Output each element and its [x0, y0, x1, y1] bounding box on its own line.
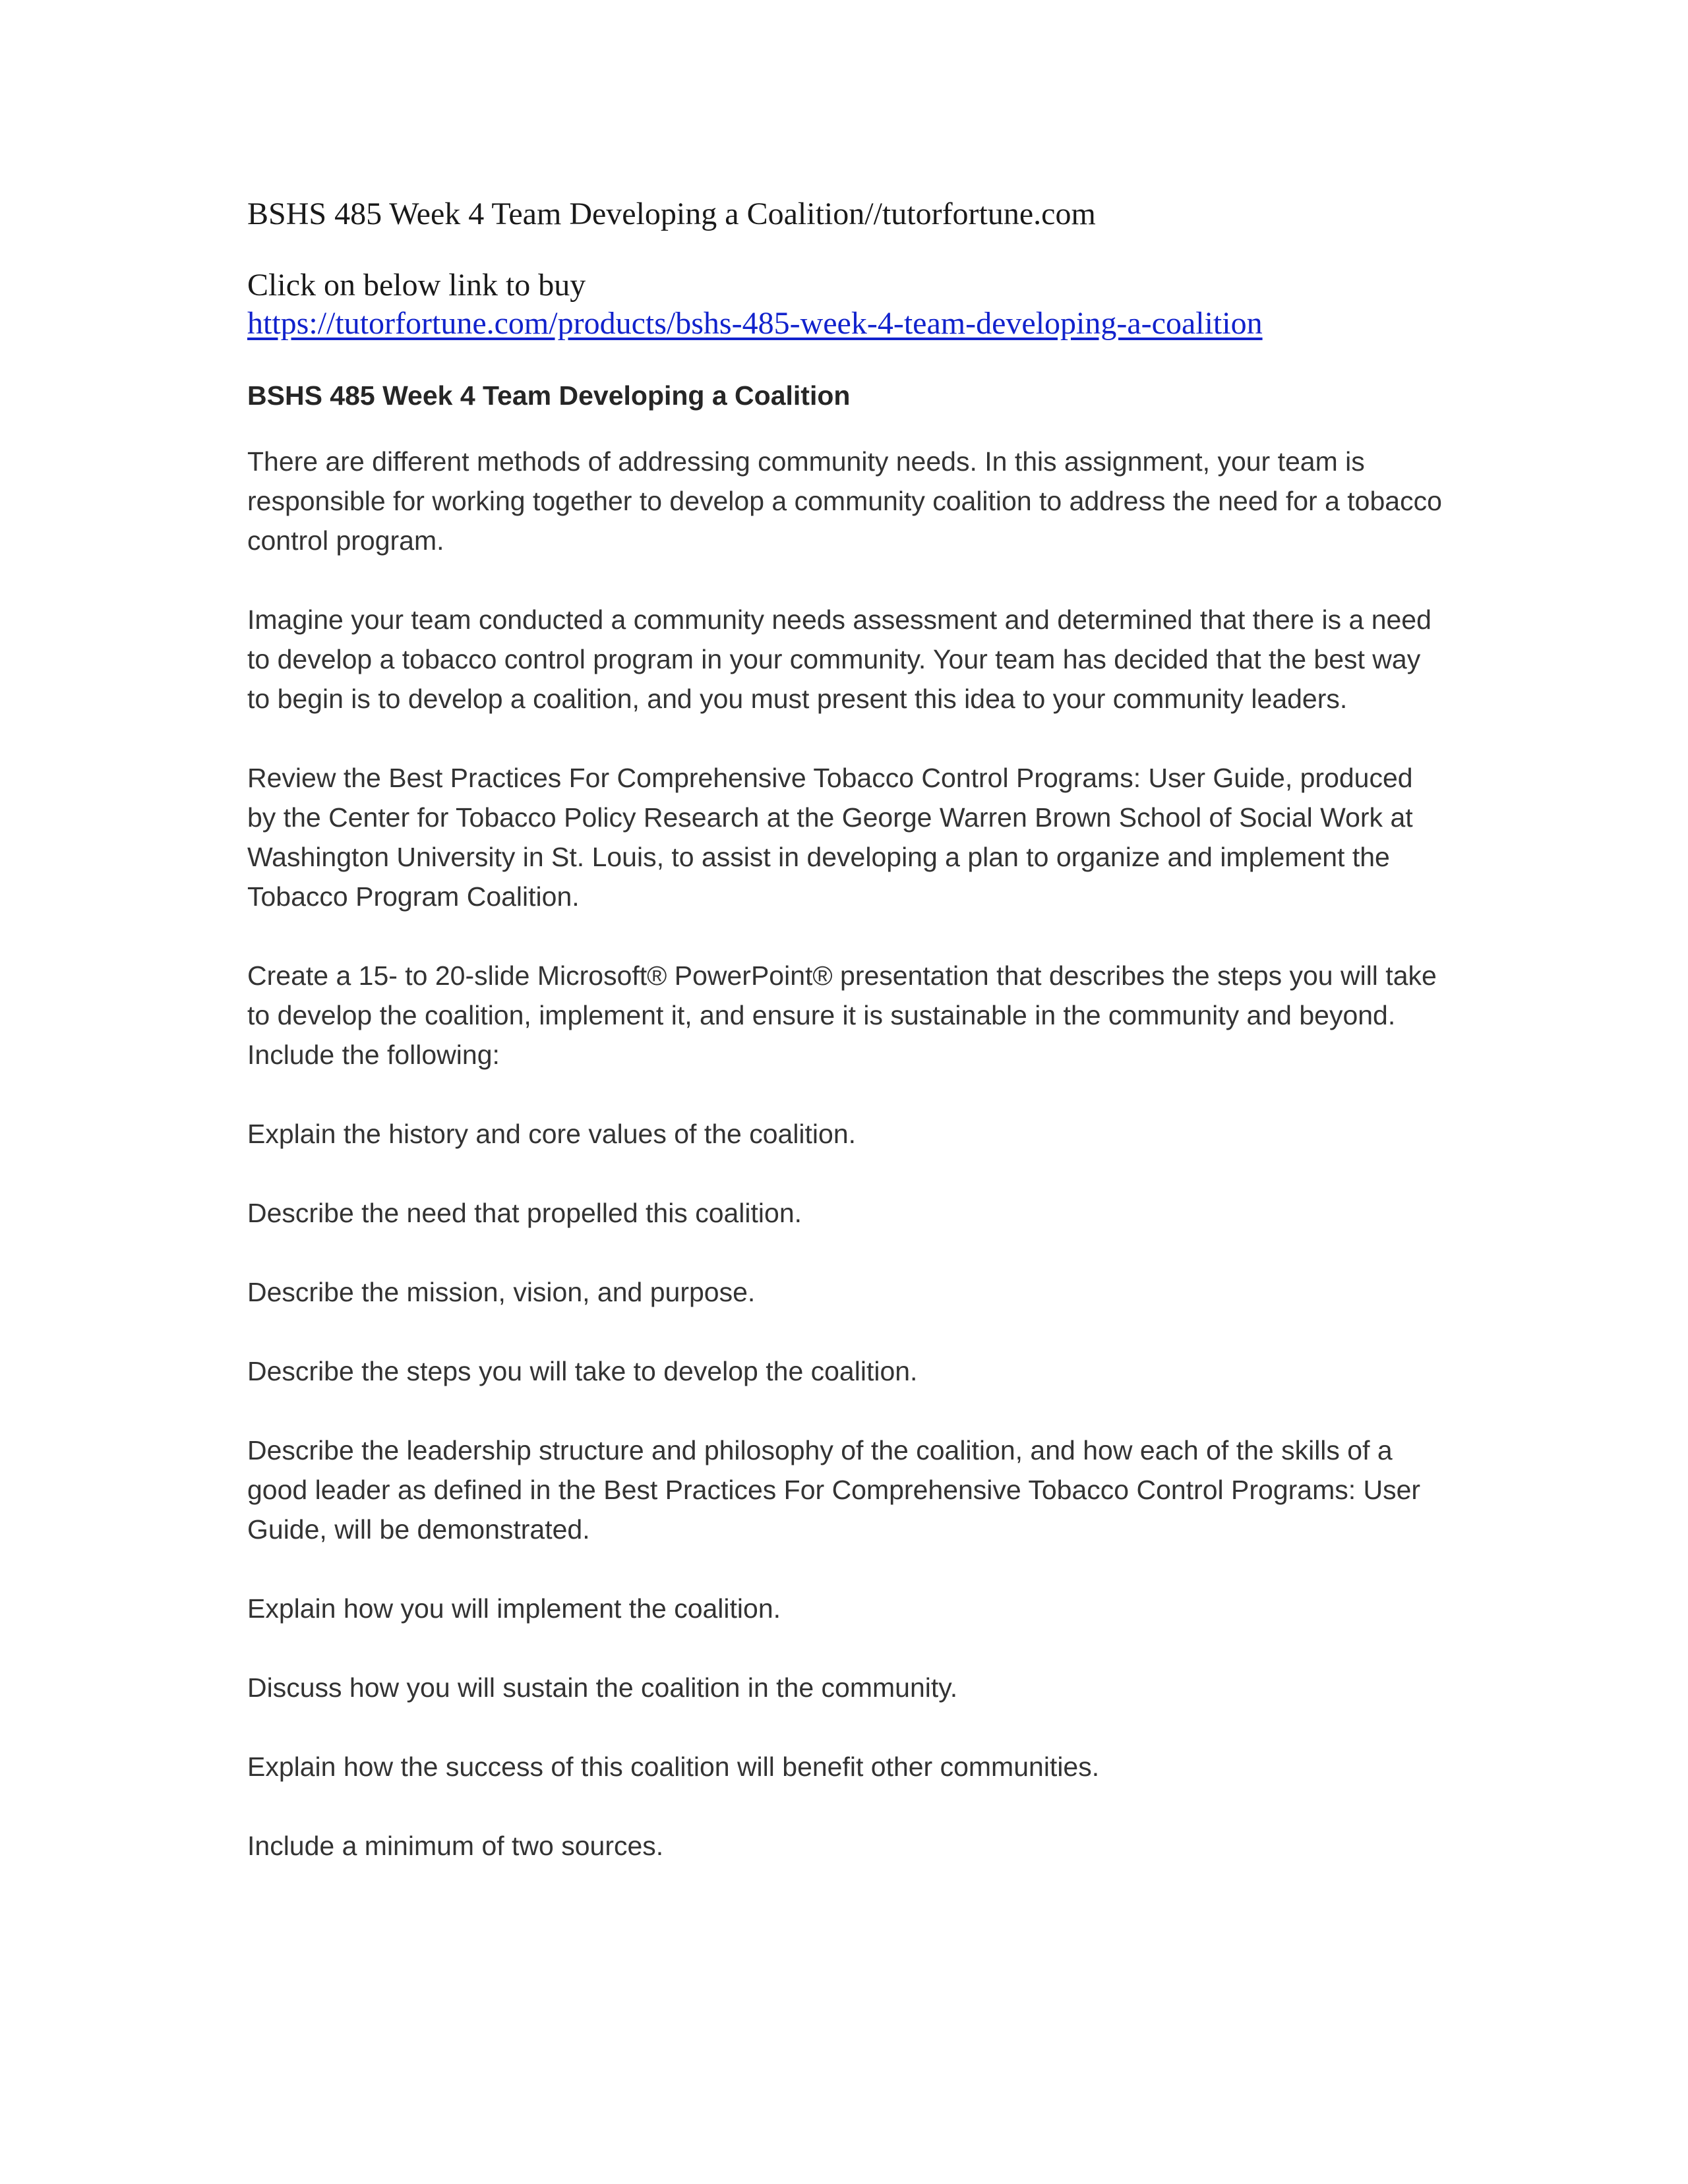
requirement-mission: Describe the mission, vision, and purpose.	[247, 1277, 756, 1307]
requirement-benefit: Explain how the success of this coalition will benefit other communities.	[247, 1752, 1100, 1782]
buy-prompt: Click on below link to buy	[247, 268, 586, 303]
requirement-implement: Explain how you will implement the coalition.	[247, 1593, 781, 1624]
page-title: BSHS 485 Week 4 Team Developing a Coalition//tutorfortune.com	[247, 196, 1096, 231]
requirement-need: Describe the need that propelled this coalition.	[247, 1198, 802, 1228]
document-page	[247, 195, 1447, 1866]
document-heading: BSHS 485 Week 4 Team Developing a Coalition	[247, 380, 851, 411]
document-body	[247, 442, 1447, 1866]
paragraph-review: Review the Best Practices For Comprehensive Tobacco Control Programs: User Guide, produced by the Center for Tobacco Policy Research at the George Warren Brown School of Social Work at Washington University in St. Louis, to assist in developing a plan to organize and implement the Tobacco Program Coalition.	[247, 763, 1413, 912]
requirement-history: Explain the history and core values of the coalition.	[247, 1119, 857, 1149]
paragraph-intro: There are different methods of addressing community needs. In this assignment, your team is responsible for working together to develop a community coalition to address the need for a tobacco control program.	[247, 446, 1442, 556]
paragraph-imagine: Imagine your team conducted a community needs assessment and determined that there is a need to develop a tobacco control program in your community. Your team has decided that the best way to begin is to develop a coalition, and you must present this idea to your community leaders.	[247, 605, 1432, 714]
requirement-steps: Describe the steps you will take to develop the coalition.	[247, 1356, 918, 1386]
paragraph-create: Create a 15- to 20-slide Microsoft® PowerPoint® presentation that describes the steps you will take to develop the coalition, implement it, and ensure it is sustainable in the community and beyond. Include the following:	[247, 960, 1437, 1070]
buy-link[interactable]: https://tutorfortune.com/products/bshs-485-week-4-team-developing-a-coalition	[247, 306, 1263, 341]
requirement-sources: Include a minimum of two sources.	[247, 1831, 664, 1861]
requirement-leadership: Describe the leadership structure and philosophy of the coalition, and how each of the skills of a good leader as defined in the Best Practices For Comprehensive Tobacco Control Programs: User Guide, will be demonstrated.	[247, 1435, 1421, 1545]
requirement-sustain: Discuss how you will sustain the coalition in the community.	[247, 1672, 958, 1703]
buy-block	[247, 266, 1447, 343]
